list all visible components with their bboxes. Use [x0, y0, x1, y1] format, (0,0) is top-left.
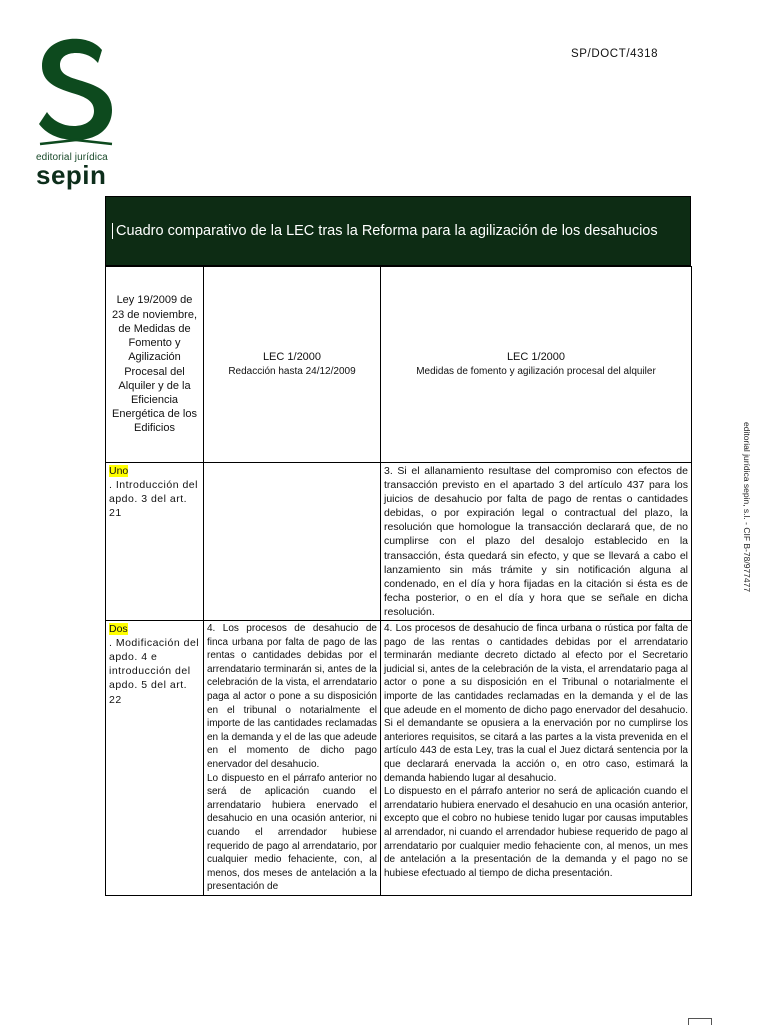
logo-tagline: editorial jurídica [36, 152, 108, 163]
side-legal-note: editorial jurídica sepin, s.l. - CIF B-78/977477 [742, 422, 752, 593]
table-row [106, 463, 692, 621]
new-paragraph-2: Lo dispuesto en el párrafo anterior no será de aplicación cuando el arrendatario hubiera enervado el desahucio en una ocasión anterior, excepto que el cobro no hubiese tenido lugar por causas imputables al arrendador, ni cuando el arrendador hubiese requerido de pago al arrendatario por cualquier medio fehaciente con, al menos, un mes de antelación a la presentación de la demanda y el pago no se hubiese efectuado al tiempo de dicha presentación. [384, 786, 688, 879]
column-header-ley-label: Ley 19/2009 de 23 de noviembre, de Medidas de Fomento y Agilización Procesal del Alquiler y de la Eficiencia Energética de los Edificios [112, 294, 197, 435]
banner-title: Cuadro comparativo de la LEC tras la Reforma para la agilización de los desahucios [116, 223, 658, 239]
title-banner [105, 196, 691, 266]
new-paragraph-1: 4. Los procesos de desahucio de finca urbana o rústica por falta de pago de las rentas o cantidades debidas por el arrendatario terminarán mediante decreto dictado al efecto por el Secretario judicial si, antes de la celebración de la vista, el arrendatario paga al actor o pone a su disposición en el Tribunal o notarialmente el importe de las cantidades reclamadas en la demanda y el de las que adeude en el momento de dicho pago enervador del desahucio. Si el demandante se opusiera a la enervación por no cumplirse los anteriores requisitos, se citará a las partes a la vista prevenida en el artículo 443 de esta Ley, tras la cual el Juez dictará sentencia por la que declarará enervada la acción o, en otro caso, estimará la demanda habiendo lugar al desahucio. [384, 623, 688, 784]
comparison-table [105, 266, 692, 896]
old-paragraph-1: 4. Los procesos de desahucio de finca urbana por falta de pago de las rentas o cantidades debidas por el arrendatario terminarán si, antes de la celebración de la vista, el arrendatario paga al actor o pone a su disposición en el tribunal o notarialmente el importe de las cantidades reclamadas en la demanda y el de las que adeude en el momento de dicho pago enervador del desahucio. [207, 623, 377, 770]
column-header-new-lec [381, 267, 692, 463]
change-tag: Uno [109, 465, 129, 477]
row-change-cell [106, 463, 204, 621]
row-old-text-cell [204, 621, 381, 896]
change-tag: Dos [109, 623, 128, 636]
column-header-new-lec-label: LEC 1/2000 [506, 351, 566, 364]
row-old-text-cell [204, 463, 381, 621]
logo-brand: sepin [36, 160, 107, 190]
column-header-old-lec [204, 267, 381, 463]
column-header-ley [106, 267, 204, 463]
column-header-old-lec-sub: Redacción hasta 24/12/2009 [228, 365, 356, 377]
banner-cursor-bar [112, 223, 113, 239]
row-new-text-cell [381, 621, 692, 896]
old-paragraph-2: Lo dispuesto en el párrafo anterior no será de aplicación cuando el arrendatario hubiera enervado el desahucio en una ocasión anterior, ni cuando el arrendador hubiese requerido de pago al arrendatario, por cualquier medio fehaciente, con, al menos, dos meses de antelación a la presentación de [207, 772, 377, 893]
sepin-logo [36, 36, 118, 190]
change-description: . Introducción del apdo. 3 del art. 21 [109, 479, 198, 520]
column-header-old-lec-label: LEC 1/2000 [262, 351, 322, 364]
sepin-s-logo-icon [36, 36, 116, 148]
table-row [106, 621, 692, 896]
row-new-text-cell: 3. Si el allanamiento resultase del compromiso con efectos de transacción previsto en el apartado 3 del artículo 437 para los juicios de desahucio por falta de pago de rentas o cantidades debidas, o por expiración legal o contractual del plazo, la resolución que homologue la transacción declarará que, de no cumplirse con el plazo del desalojo establecido en la transacción, ésta quedará sin efecto, y que se llevará a cabo el lanzamiento sin más trámite y sin notificación alguna al condenado, en el día y hora fijadas en la citación si ésta es de fecha posterior, o en el día y hora que se señale en dicha resolución. [381, 463, 692, 621]
table-header-row [106, 267, 692, 463]
row-change-cell [106, 621, 204, 896]
change-description: . Modificación del apdo. 4 e introducción del apdo. 5 del art. 22 [109, 637, 200, 706]
column-header-new-lec-sub: Medidas de fomento y agilización procesal del alquiler [416, 365, 656, 377]
document-reference: SP/DOCT/4318 [571, 48, 659, 60]
